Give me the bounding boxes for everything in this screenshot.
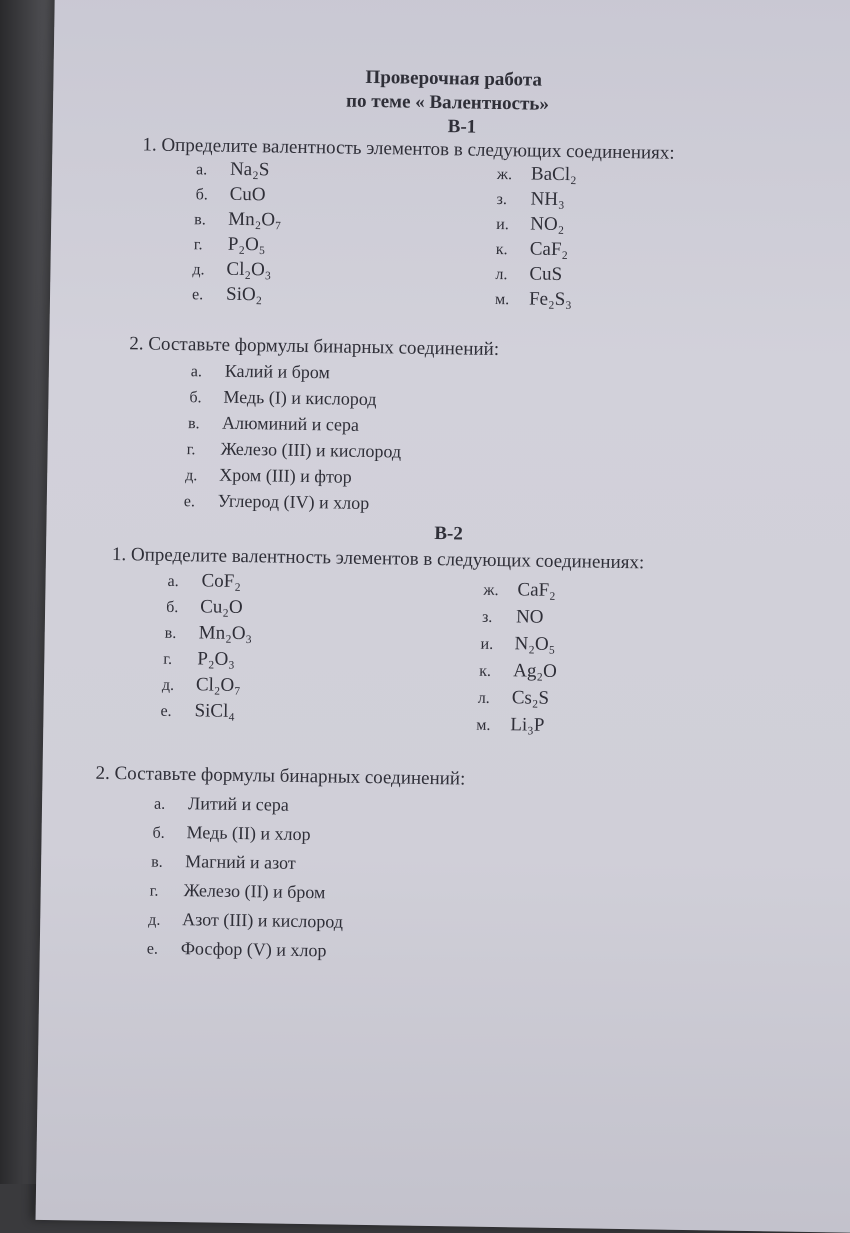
item-label: а.: [153, 795, 166, 813]
item-text: Калий и бром: [224, 360, 331, 383]
v2-t1-item-f: [160, 700, 235, 723]
item-text: Железо (II) и бром: [183, 880, 326, 903]
item-label: д.: [185, 467, 198, 485]
item-label: б.: [166, 598, 179, 617]
item-label: з.: [481, 608, 493, 626]
v1-task2-question: 2. Составьте формулы бинарных соединений:: [129, 333, 500, 361]
v2-t1-item-z: [482, 606, 544, 629]
v1-t1-item-b: [195, 183, 265, 206]
item-label: к.: [479, 662, 492, 680]
formula: SiO₂: [225, 283, 263, 306]
v2-t1-item-d: [163, 648, 235, 671]
item-label: в.: [187, 415, 200, 433]
formula: Cl₂O₇: [195, 674, 242, 697]
formula: CoF₂: [201, 570, 242, 592]
formula: Mn₂O₇: [228, 208, 282, 231]
variant-1-heading: В-1: [447, 116, 477, 138]
v1-t2-item-d: [186, 438, 401, 462]
item-label: м.: [494, 290, 510, 309]
formula: P₂O₅: [227, 233, 266, 256]
formula: CuO: [229, 183, 266, 206]
v2-t2-item-f: [147, 938, 327, 962]
v2-t1-item-m: [476, 714, 544, 737]
formula: Mn₂O₃: [198, 622, 253, 645]
v1-t1-item-f: [192, 283, 263, 306]
item-label: к.: [495, 240, 508, 259]
v2-t1-item-k: [479, 660, 557, 683]
formula: P₂O₃: [197, 648, 236, 670]
formula: NO₂: [530, 213, 565, 236]
item-label: в.: [194, 211, 206, 229]
v2-t1-item-e: [162, 674, 241, 697]
item-label: е.: [160, 702, 172, 720]
item-label: и.: [496, 215, 509, 234]
v1-t2-item-c: [188, 412, 359, 436]
worksheet-page: [36, 0, 850, 1233]
v2-t1-item-c: [165, 622, 253, 645]
item-label: в.: [164, 624, 177, 642]
item-label: д.: [192, 261, 205, 279]
item-label: ж.: [483, 581, 499, 600]
v1-t1-item-e: [192, 258, 271, 281]
item-text: Азот (III) и кислород: [182, 909, 344, 932]
item-text: Литий и сера: [187, 793, 290, 815]
v1-t1-item-a: [196, 158, 270, 181]
item-text: Магний и азот: [185, 851, 296, 873]
item-label: ж.: [496, 165, 513, 184]
v1-t2-item-a: [191, 360, 330, 383]
v1-task1-question: 1. Определите валентность элементов в следующих соединениях:: [142, 134, 675, 164]
v2-t2-item-e: [148, 909, 343, 933]
v1-t2-item-f: [184, 490, 370, 514]
item-label: е.: [191, 286, 204, 304]
item-label: д.: [148, 911, 161, 929]
item-text: Алюминий и сера: [221, 412, 360, 435]
formula: CaF₂: [517, 579, 556, 601]
v1-t1-item-m: [495, 288, 572, 311]
item-label: е.: [183, 493, 196, 511]
item-label: б.: [189, 389, 202, 407]
v1-t1-item-z: [496, 188, 564, 211]
formula: NO: [515, 606, 544, 628]
v1-t1-item-c: [194, 208, 282, 231]
item-label: г.: [163, 650, 173, 668]
item-label: в.: [151, 853, 163, 871]
item-label: з.: [496, 190, 508, 209]
v2-t1-item-l: [478, 687, 550, 710]
formula: BaCl₂: [530, 163, 577, 186]
item-text: Медь (II) и хлор: [186, 822, 311, 845]
v1-t1-item-d: [194, 233, 266, 256]
v1-t1-item-i: [496, 213, 564, 236]
item-text: Хром (III) и фтор: [219, 464, 352, 487]
v1-t1-item-k: [496, 238, 569, 261]
formula: NH₃: [530, 188, 565, 211]
formula: Li₃P: [510, 714, 545, 736]
item-label: и.: [480, 635, 494, 653]
item-text: Медь (I) и кислород: [223, 386, 377, 410]
item-label: л.: [495, 265, 508, 284]
v1-t2-item-b: [189, 386, 376, 410]
v2-t1-item-a: [167, 570, 241, 593]
v2-t1-item-i: [480, 633, 555, 656]
item-label: е.: [146, 940, 159, 958]
item-text: Фосфор (V) и хлор: [180, 938, 327, 961]
page-title: Проверочная работа: [365, 66, 543, 91]
item-label: м.: [476, 716, 491, 734]
formula: Ag₂O: [513, 660, 557, 682]
v2-t2-item-b: [152, 822, 310, 845]
v1-t2-item-e: [185, 464, 352, 488]
v2-t2-item-c: [151, 851, 296, 874]
item-label: а.: [195, 161, 208, 179]
v2-t1-item-zh: [483, 579, 556, 602]
item-label: г.: [149, 882, 159, 900]
v1-t1-item-zh: [497, 163, 577, 186]
formula: SiCl₄: [194, 700, 236, 722]
formula: CaF₂: [529, 238, 569, 261]
item-label: г.: [193, 236, 203, 254]
formula: Cl₂O₃: [226, 258, 272, 281]
item-label: а.: [190, 363, 203, 381]
v1-t1-item-l: [495, 263, 562, 286]
v2-t2-item-d: [150, 880, 326, 904]
v2-t1-item-b: [166, 596, 243, 619]
formula: Fe₂S₃: [528, 288, 573, 311]
item-text: Железо (III) и кислород: [220, 438, 402, 462]
item-label: б.: [152, 824, 165, 842]
page-subtitle: по теме « Валентность»: [345, 90, 550, 115]
formula: N₂O₅: [514, 633, 556, 655]
formula: CuS: [529, 263, 563, 286]
v2-task1-question: 1. Определите валентность элементов в следующих соединениях:: [111, 543, 645, 574]
item-label: л.: [477, 689, 490, 707]
formula: Na₂S: [229, 158, 270, 181]
item-label: д.: [161, 676, 175, 694]
v2-task2-question: 2. Составьте формулы бинарных соединений:: [95, 762, 466, 790]
formula: Cs₂S: [511, 687, 550, 709]
formula: Cu₂O: [200, 596, 243, 619]
item-text: Углерод (IV) и хлор: [217, 490, 370, 513]
item-label: б.: [195, 186, 208, 204]
item-label: а.: [167, 572, 179, 591]
item-label: г.: [186, 441, 196, 459]
v2-t2-item-a: [154, 793, 289, 816]
variant-2-heading: В-2: [434, 523, 464, 545]
